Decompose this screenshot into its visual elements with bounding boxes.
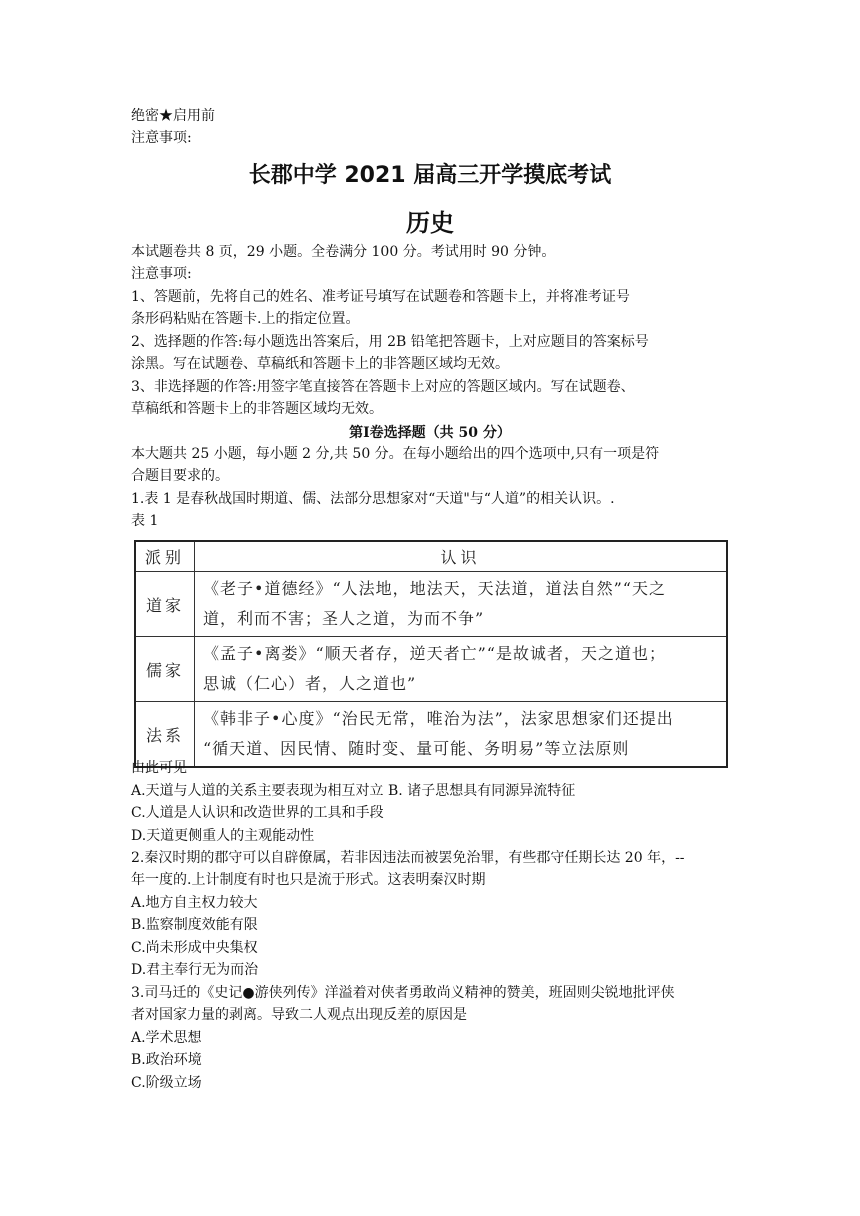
intro-line: 草稿纸和答题卡上的非答题区域均无效。 <box>131 401 383 417</box>
q1-table <box>134 540 728 768</box>
q1-table-label: 表 1 <box>131 513 159 529</box>
view-line: “循天道、因民情、随时变、量可能、务明易”等立法原则 <box>203 739 630 758</box>
secret-mark: 绝密★启用前 <box>131 108 215 124</box>
intro-line: 1、答题前，先将自己的姓名、准考证号填写在试题卷和答题卡上，并将准考证号 <box>131 289 630 305</box>
notice-label-top: 注意事项: <box>131 130 192 146</box>
intro-line: 涂黑。写在试题卷、草稿纸和答题卡上的非答题区域均无效。 <box>131 356 509 372</box>
table-header-cell: 派别 <box>135 541 195 572</box>
q2-stem-line: 2.秦汉时期的郡守可以自辟僚属，若非因违法而被罢免治罪，有些郡守任期长达 20 年，-- <box>131 850 685 866</box>
view-cell <box>195 702 728 768</box>
q3-option: B.政治环境 <box>131 1052 202 1068</box>
view-line: 《孟子•离娄》“顺天者存，逆天者亡”“是故诚者，天之道也； <box>203 644 666 663</box>
q3-stem-line: 3.司马迁的《史记●游侠列传》洋溢着对侠者勇敢尚义精神的赞美，班固则尖锐地批评侠 <box>131 985 675 1001</box>
q1-after: 由此可见 <box>131 760 187 776</box>
view-line: 《老子•道德经》“人法地，地法天，天法道，道法自然”“天之 <box>203 579 666 598</box>
intro-line: 2、选择题的作答:每小题选出答案后，用 2B 铅笔把答题卡，上对应题目的答案标号 <box>131 334 649 350</box>
q3-stem-line: 者对国家力量的剥离。导致二人观点出现反差的原因是 <box>131 1007 467 1023</box>
table-header-row <box>135 541 727 572</box>
intro-line: 3、非选择题的作答:用签字笔直接答在答题卡上对应的答题区域内。写在试题卷、 <box>131 379 635 395</box>
view-line: 道，利而不害；圣人之道，为而不争” <box>203 609 485 628</box>
intro-line: 条形码粘贴在答题卡.上的指定位置。 <box>131 311 360 327</box>
table-row <box>135 702 727 768</box>
q2-option: C.尚未形成中央集权 <box>131 940 258 956</box>
view-cell <box>195 572 728 637</box>
view-line: 《韩非子•心度》“治民无常，唯治为法”，法家思想家们还提出 <box>203 709 674 728</box>
table-header-cell: 认识 <box>195 541 728 572</box>
q2-option: B.监察制度效能有限 <box>131 917 258 933</box>
table-row <box>135 572 727 637</box>
table-row <box>135 637 727 702</box>
section-intro-line: 本大题共 25 小题，每小题 2 分,共 50 分。在每小题给出的四个选项中,只有一项是符 <box>131 446 660 462</box>
section-intro-line: 合题目要求的。 <box>131 468 229 484</box>
view-cell <box>195 637 728 702</box>
q2-stem-line: 年一度的.上计制度有时也只是流于形式。这表明秦汉时期 <box>131 872 486 888</box>
q1-option: C.人道是人认识和改造世界的工具和手段 <box>131 805 384 821</box>
q1-option: D.天道更侧重人的主观能动性 <box>131 828 315 844</box>
school-cell: 法系 <box>135 702 195 768</box>
q2-option: A.地方自主权力较大 <box>131 895 258 911</box>
q3-option: A.学术思想 <box>131 1030 202 1046</box>
view-line: 思诚（仁心）者，人之道也” <box>203 674 417 693</box>
subject-title: 历史 <box>406 209 454 237</box>
intro-line: 注意事项: <box>131 266 192 282</box>
q2-option: D.君主奉行无为而治 <box>131 962 259 978</box>
school-cell: 道家 <box>135 572 195 637</box>
intro-line: 本试题卷共 8 页，29 小题。全卷满分 100 分。考试用时 90 分钟。 <box>131 244 556 260</box>
section-title: 第Ⅰ卷选择题（共 50 分） <box>349 425 511 441</box>
school-cell: 儒家 <box>135 637 195 702</box>
q1-option: A.天道与人道的关系主要表现为相互对立 B. 诸子思想具有同源异流特征 <box>131 783 576 799</box>
q3-option: C.阶级立场 <box>131 1075 202 1091</box>
exam-title: 长郡中学 2021 届高三开学摸底考试 <box>248 163 612 188</box>
q1-stem: 1.表 1 是春秋战国时期道、儒、法部分思想家对“天道"与“人道”的相关认识。. <box>131 491 615 507</box>
